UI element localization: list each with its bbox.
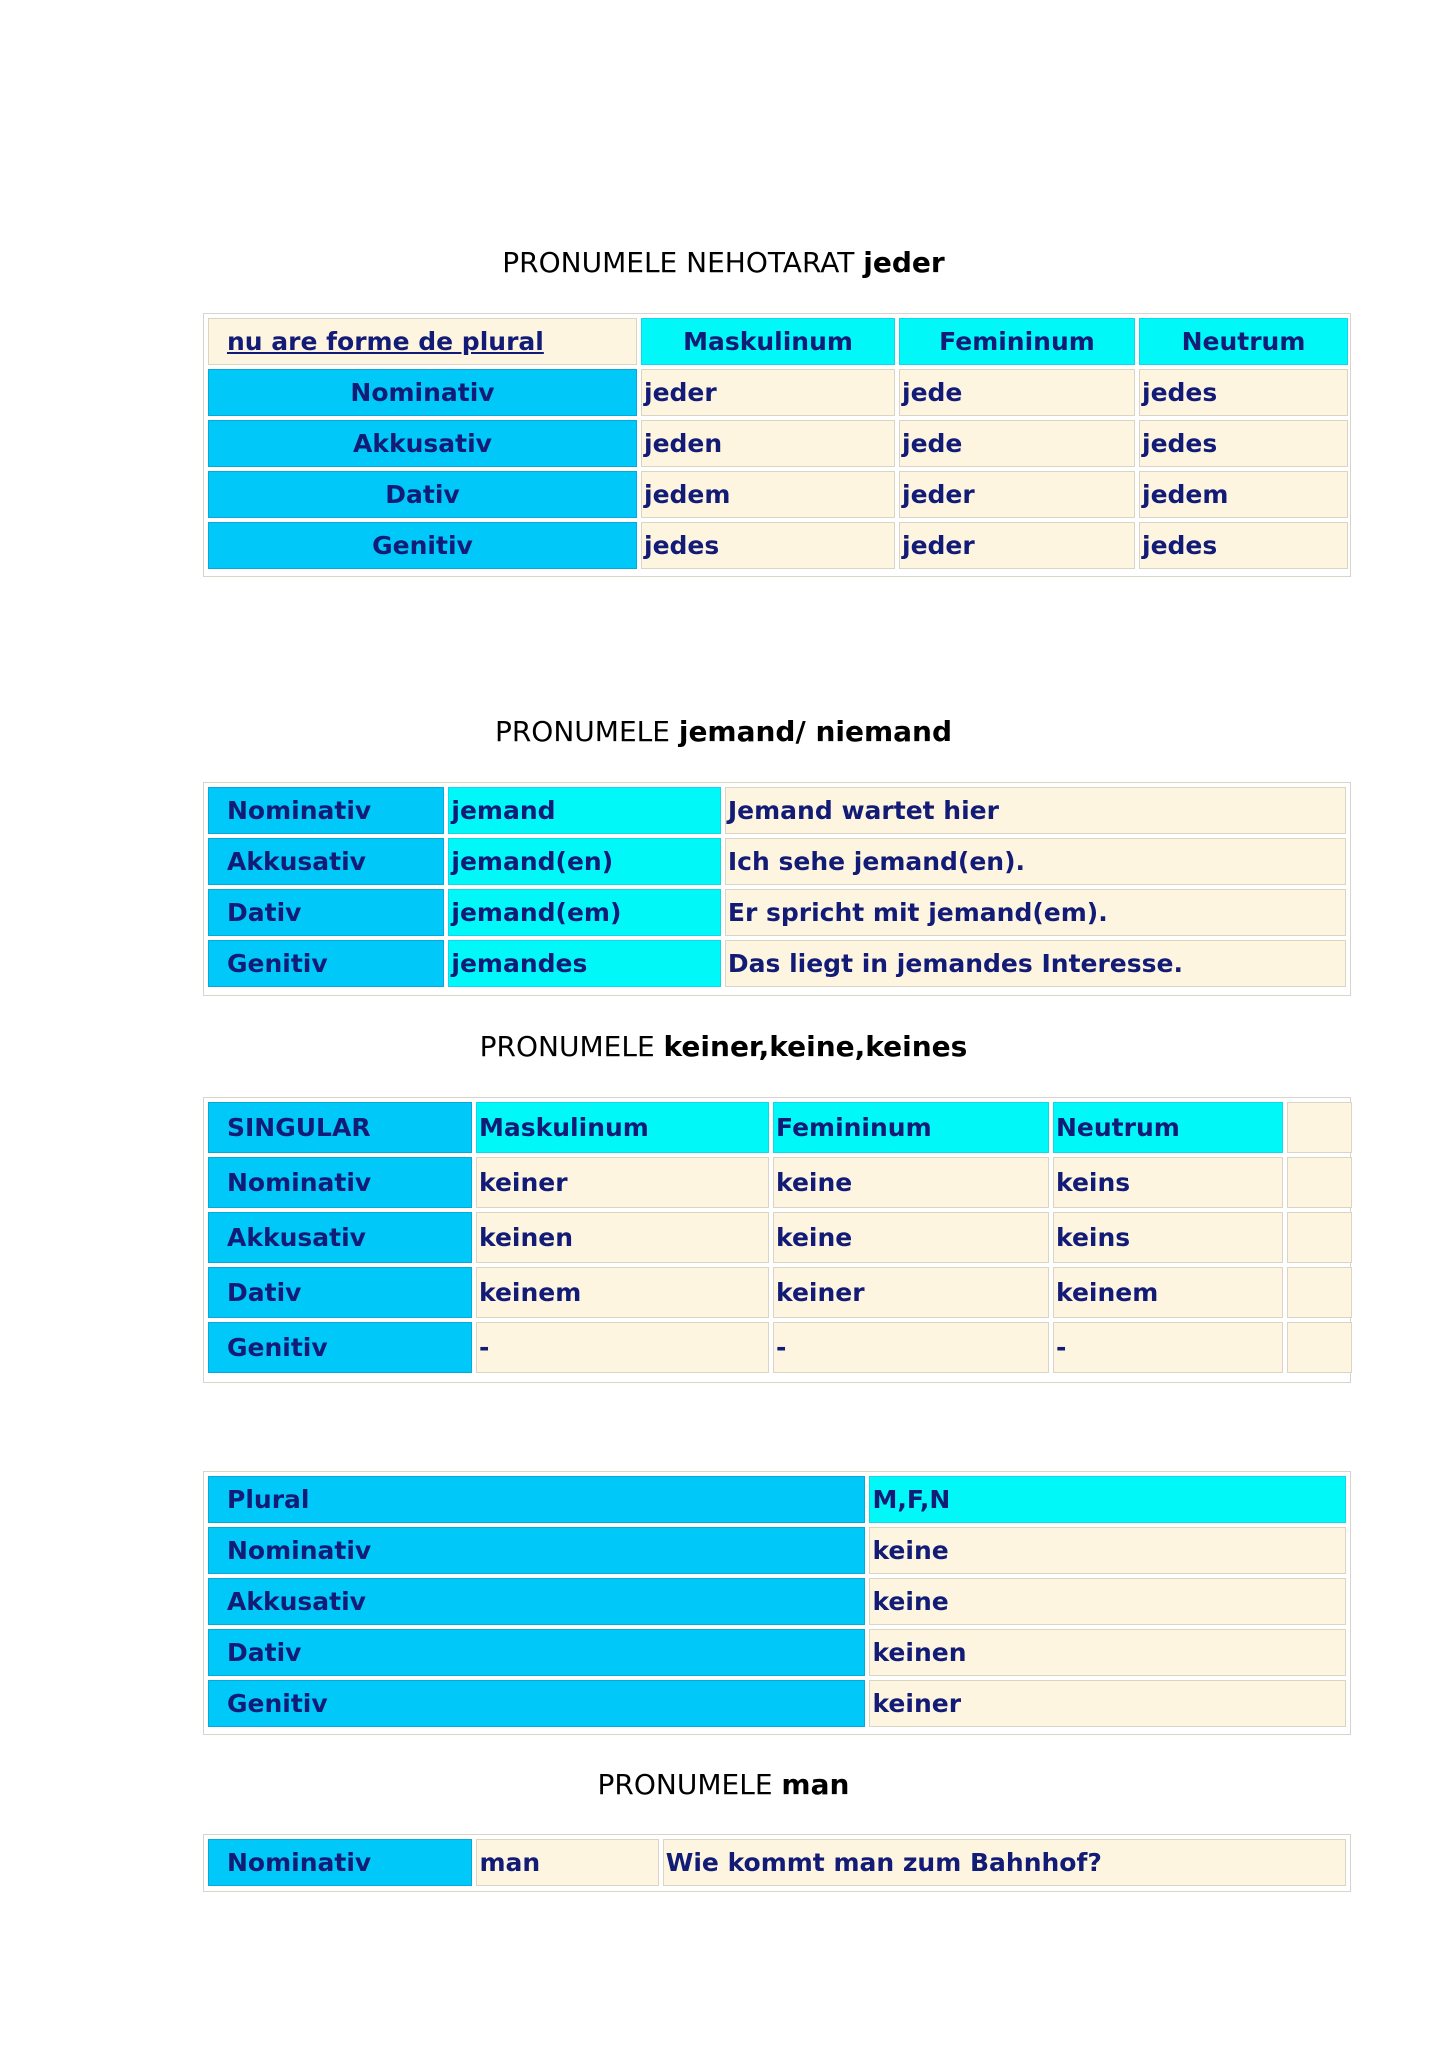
table-cell: keins [1053,1157,1283,1208]
case-label: Nominativ [208,1157,472,1208]
table-cell: jeder [899,471,1135,518]
table-cell: jeder [899,522,1135,569]
corner-cell [208,318,637,365]
table-cell: jedes [1139,522,1348,569]
table-cell: keiner [476,1157,769,1208]
column-header: Femininum [773,1102,1049,1153]
table-cell: keinem [1053,1267,1283,1318]
case-label: Nominativ [208,787,444,834]
table-man [203,1834,1351,1892]
table-cell: keins [1053,1212,1283,1263]
heading-plain: PRONUMELE [597,1768,773,1801]
table-cell: jedes [641,522,895,569]
heading-jeder [0,246,1447,280]
column-header: Maskulinum [476,1102,769,1153]
table-cell: keine [869,1527,1346,1574]
table-cell: keine [773,1157,1049,1208]
example-sentence: Ich sehe jemand(en). [725,838,1346,885]
table-keiner [203,1097,1351,1383]
empty-cell [1287,1212,1352,1263]
example-sentence: Wie kommt man zum Bahnhof? [663,1839,1346,1886]
table-cell: keine [869,1578,1346,1625]
table-cell: - [773,1322,1049,1373]
table-cell: jedes [1139,420,1348,467]
corner-cell: Plural [208,1476,865,1523]
pronoun-form: jemandes [448,940,720,987]
example-sentence: Das liegt in jemandes Interesse. [725,940,1346,987]
table-cell: jedes [1139,369,1348,416]
pronoun-form: jemand [448,787,720,834]
case-label: Dativ [208,471,637,518]
table-cell: jedem [641,471,895,518]
empty-cell [1287,1157,1352,1208]
table-cell: jedem [1139,471,1348,518]
heading-bold: jemand/ niemand [678,715,953,748]
case-label: Dativ [208,889,444,936]
example-sentence: Jemand wartet hier [725,787,1346,834]
table-cell: keiner [773,1267,1049,1318]
column-header: Neutrum [1053,1102,1283,1153]
table-cell: keinen [869,1629,1346,1676]
empty-cell [1287,1102,1352,1153]
table-cell: jede [899,420,1135,467]
case-label: Akkusativ [208,1578,865,1625]
table-cell: keiner [869,1680,1346,1727]
case-label: Akkusativ [208,420,637,467]
table-cell: - [476,1322,769,1373]
corner-cell: SINGULAR [208,1102,472,1153]
example-sentence: Er spricht mit jemand(em). [725,889,1346,936]
heading-keiner [0,1030,1447,1064]
pronoun-form: jemand(em) [448,889,720,936]
heading-man [0,1768,1447,1802]
pronoun-form: jemand(en) [448,838,720,885]
table-cell: - [1053,1322,1283,1373]
table-jemand [203,782,1351,996]
empty-cell [1287,1322,1352,1373]
heading-bold: keiner,keine,keines [663,1030,968,1063]
heading-jemand [0,715,1447,749]
table-cell: jede [899,369,1135,416]
table-cell: jeden [641,420,895,467]
case-label: Genitiv [208,1322,472,1373]
case-label: Akkusativ [208,838,444,885]
table-jeder [203,313,1351,577]
case-label: Akkusativ [208,1212,472,1263]
column-header: M,F,N [869,1476,1346,1523]
case-label: Dativ [208,1267,472,1318]
case-label: Genitiv [208,940,444,987]
column-header: Femininum [899,318,1135,365]
heading-plain: PRONUMELE [479,1030,655,1063]
column-header: Neutrum [1139,318,1348,365]
case-label: Dativ [208,1629,865,1676]
pronoun-form: man [476,1839,658,1886]
heading-plain: PRONUMELE NEHOTARAT [502,246,855,279]
case-label: Nominativ [208,369,637,416]
case-label: Genitiv [208,1680,865,1727]
heading-bold: man [781,1768,850,1801]
table-cell: jeder [641,369,895,416]
table-cell: keinem [476,1267,769,1318]
table-cell: keine [773,1212,1049,1263]
case-label: Nominativ [208,1527,865,1574]
case-label: Genitiv [208,522,637,569]
corner-text: nu are forme de plural [227,327,544,356]
empty-cell [1287,1267,1352,1318]
table-cell: keinen [476,1212,769,1263]
table-keine-plural [203,1471,1351,1735]
heading-bold: jeder [863,246,945,279]
heading-plain: PRONUMELE [494,715,670,748]
column-header: Maskulinum [641,318,895,365]
case-label: Nominativ [208,1839,472,1886]
